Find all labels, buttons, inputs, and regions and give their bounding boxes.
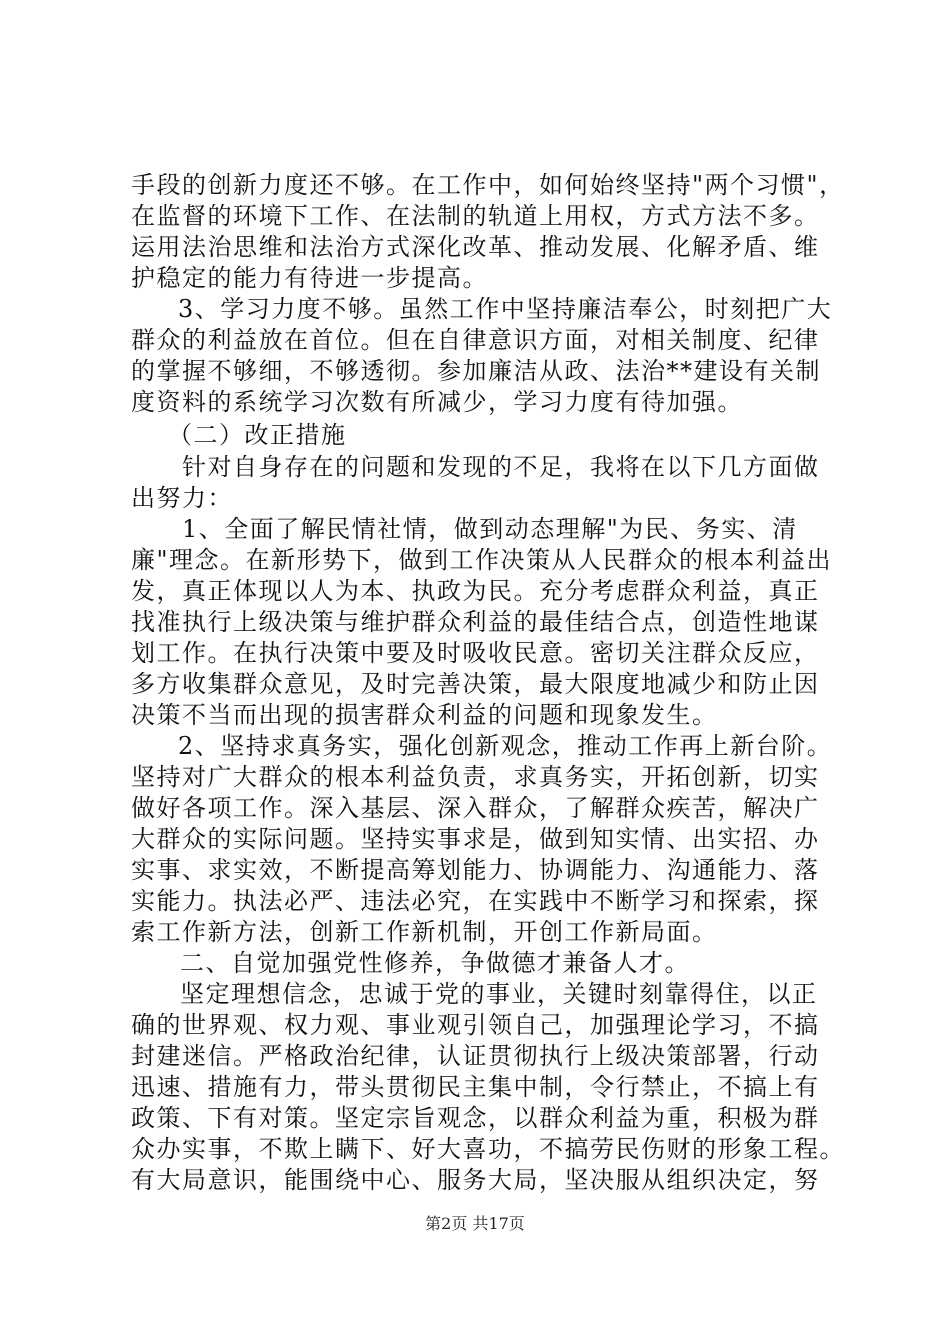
text-line: 大群众的实际问题。坚持实事求是，做到知实情、出实招、办 (131, 825, 820, 853)
page-number-footer: 第2页 共17页 (425, 1214, 525, 1233)
text-line: 廉"理念。在新形势下，做到工作决策从人民群众的根本利益出 (131, 546, 833, 574)
section-heading: 二、自觉加强党性修养，争做德才兼备人才。 (180, 949, 690, 977)
text-line: 找准执行上级决策与维护群众利益的最佳结合点，创造性地谋 (131, 608, 820, 636)
text-line: 护稳定的能力有待进一步提高。 (131, 264, 488, 292)
text-line: 政策、下有对策。坚定宗旨观念，以群众利益为重，积极为群 (131, 1104, 820, 1132)
text-line: 决策不当而出现的损害群众利益的问题和现象发生。 (131, 701, 718, 729)
text-line: 划工作。在执行决策中要及时吸收民意。密切关注群众反应， (131, 639, 820, 667)
text-line: 出努力： (131, 484, 233, 512)
text-line: 坚持对广大群众的根本利益负责，求真务实，开拓创新，切实 (131, 763, 820, 791)
text-line: 有大局意识，能围绕中心、服务大局，坚决服从组织决定，努 (131, 1166, 820, 1194)
text-line: 针对自身存在的问题和发现的不足，我将在以下几方面做 (182, 453, 820, 481)
text-line: 实能力。执法必严、违法必究，在实践中不断学习和探索，探 (131, 887, 820, 915)
text-line: 手段的创新力度还不够。在工作中，如何始终坚持"两个习惯"， (131, 171, 845, 199)
text-line: 群众的利益放在首位。但在自律意识方面，对相关制度、纪律 (131, 326, 820, 354)
text-line: 多方收集群众意见，及时完善决策，最大限度地减少和防止因 (131, 670, 820, 698)
text-line: 的掌握不够细，不够透彻。参加廉洁从政、法治**建设有关制 (131, 357, 821, 385)
text-line: 做好各项工作。深入基层、深入群众，了解群众疾苦，解决广 (131, 794, 820, 822)
text-line: 实事、求实效，不断提高筹划能力、协调能力、沟通能力、落 (131, 856, 820, 884)
text-line: 发，真正体现以人为本、执政为民。充分考虑群众利益，真正 (131, 577, 820, 605)
text-line: 迅速、措施有力，带头贯彻民主集中制，令行禁止，不搞上有 (131, 1073, 820, 1101)
section-heading: （二）改正措施 (168, 421, 347, 449)
text-line: 1、全面了解民情社情，做到动态理解"为民、务实、清 (182, 515, 798, 543)
text-line: 度资料的系统学习次数有所减少，学习力度有待加强。 (131, 388, 743, 416)
text-line: 索工作新方法，创新工作新机制，开创工作新局面。 (131, 918, 718, 946)
text-line: 在监督的环境下工作、在法制的轨道上用权，方式方法不多。 (131, 202, 820, 230)
text-line: 坚定理想信念，忠诚于党的事业，关键时刻靠得住，以正 (180, 980, 818, 1008)
text-line: 确的世界观、权力观、事业观引领自己，加强理论学习，不搞 (131, 1011, 820, 1039)
text-line: 2、坚持求真务实，强化创新观念，推动工作再上新台阶。 (178, 732, 833, 760)
text-line: 封建迷信。严格政治纪律，认证贯彻执行上级决策部署，行动 (131, 1042, 820, 1070)
text-line: 3、学习力度不够。虽然工作中坚持廉洁奉公，时刻把广大 (178, 295, 833, 323)
text-line: 运用法治思维和法治方式深化改革、推动发展、化解矛盾、维 (131, 233, 820, 261)
text-line: 众办实事，不欺上瞒下、好大喜功，不搞劳民伤财的形象工程。 (131, 1135, 845, 1163)
